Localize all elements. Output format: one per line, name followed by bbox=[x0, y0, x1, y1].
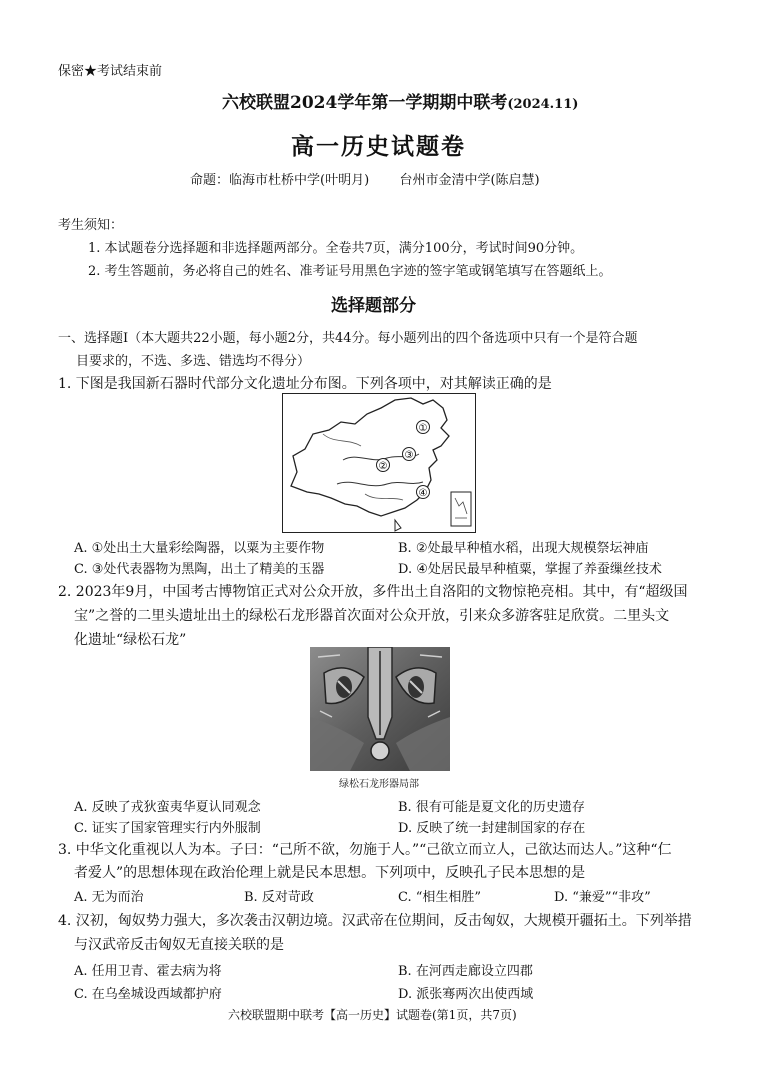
exam-title bbox=[222, 88, 578, 113]
svg-text:③: ③ bbox=[404, 450, 414, 461]
turquoise-dragon-image bbox=[310, 647, 450, 771]
option: C. 在乌垒城设西域都护府 bbox=[74, 987, 222, 1002]
option: B. 很有可能是夏文化的历史遗存 bbox=[398, 800, 585, 815]
option: A. 无为而治 bbox=[74, 890, 144, 905]
exam-title-text: 六校联盟2024学年第一学期期中联考 bbox=[222, 93, 508, 113]
map-marker-3 bbox=[403, 448, 416, 462]
exam-date: (2024.11) bbox=[507, 97, 579, 112]
svg-text:①: ① bbox=[418, 423, 428, 434]
question-2-stem: 宝”之誉的二里头遗址出土的绿松石龙形器首次面对公众开放，引来众多游客驻足欣赏。二里头文 bbox=[74, 608, 670, 624]
option: B. ②处最早种植水稻，出现大规模祭坛神庙 bbox=[398, 541, 649, 556]
map-marker-4 bbox=[417, 486, 430, 500]
author-2: 台州市金清中学(陈启慧) bbox=[399, 173, 540, 188]
notice-heading: 考生须知： bbox=[58, 218, 124, 233]
option: C. “相生相胜” bbox=[398, 890, 482, 905]
china-map-icon bbox=[283, 394, 475, 532]
question-4-stem: 4. 汉初，匈奴势力强大，多次袭击汉朝边境。汉武帝在位期间，反击匈奴，大规模开疆拓土。下列举措 bbox=[58, 913, 692, 929]
turquoise-dragon-photo bbox=[310, 647, 450, 771]
question-1-stem: 1. 下图是我国新石器时代部分文化遗址分布图。下列各项中，对其解读正确的是 bbox=[58, 376, 552, 392]
paper-title: 高一历史试题卷 bbox=[291, 133, 466, 160]
option: D. “兼爱”“非攻” bbox=[554, 890, 651, 905]
option: A. ①处出土大量彩绘陶器，以粟为主要作物 bbox=[74, 541, 325, 556]
option: C. 证实了国家管理实行内外服制 bbox=[74, 821, 261, 836]
author-1: 临海市杜桥中学(叶明月) bbox=[229, 173, 370, 188]
figure-caption: 绿松石龙形器局部 bbox=[339, 779, 419, 790]
option: D. ④处居民最早种植粟，掌握了养蚕缫丝技术 bbox=[398, 562, 662, 577]
option: D. 派张骞两次出使西域 bbox=[398, 987, 534, 1002]
instruction-line: 目要求的，不选、多选、错选均不得分） bbox=[76, 354, 311, 369]
neolithic-sites-map bbox=[282, 393, 476, 533]
authors-line bbox=[190, 169, 540, 188]
page-footer: 六校联盟期中联考【高一历史】试题卷(第1页，共7页) bbox=[228, 1008, 517, 1022]
notice-item: 2. 考生答题前，务必将自己的姓名、准考证号用黑色字迹的签字笔或钢笔填写在答题纸上。 bbox=[88, 264, 612, 279]
question-2-stem: 2. 2023年9月，中国考古博物馆正式对公众开放，多件出土自洛阳的文物惊艳亮相。其中，有“超级国 bbox=[58, 584, 688, 600]
instruction-line: 一、选择题Ⅰ（本大题共22小题，每小题2分，共44分。每小题列出的四个备选项中只有一个是符合题 bbox=[58, 331, 638, 346]
option: A. 反映了戎狄蛮夷华夏认同观念 bbox=[74, 800, 261, 815]
section-title: 选择题部分 bbox=[331, 296, 416, 316]
option: C. ③处代表器物为黑陶，出土了精美的玉器 bbox=[74, 562, 325, 577]
notice-item: 1. 本试题卷分选择题和非选择题两部分。全卷共7页，满分100分，考试时间90分钟。 bbox=[88, 241, 584, 256]
question-3-stem: 3. 中华文化重视以人为本。子曰：“己所不欲，勿施于人。”“己欲立而立人，己欲达而达人。”这种“仁 bbox=[58, 842, 672, 858]
map-marker-1 bbox=[417, 421, 430, 435]
map-marker-2 bbox=[377, 459, 390, 473]
svg-text:②: ② bbox=[378, 461, 388, 472]
secrecy-label: 保密★考试结束前 bbox=[58, 64, 163, 79]
svg-text:④: ④ bbox=[418, 488, 428, 499]
question-4-stem: 与汉武帝反击匈奴无直接关联的是 bbox=[74, 937, 284, 953]
authors-label: 命题： bbox=[190, 173, 230, 188]
option: D. 反映了统一封建制国家的存在 bbox=[398, 821, 586, 836]
question-3-stem: 者爱人”的思想体现在政治伦理上就是民本思想。下列项中，反映孔子民本思想的是 bbox=[74, 865, 586, 881]
option: B. 反对苛政 bbox=[244, 890, 314, 905]
option: A. 任用卫青、霍去病为将 bbox=[74, 964, 222, 979]
question-2-stem: 化遗址“绿松石龙” bbox=[74, 632, 187, 648]
option: B. 在河西走廊设立四郡 bbox=[398, 964, 533, 979]
